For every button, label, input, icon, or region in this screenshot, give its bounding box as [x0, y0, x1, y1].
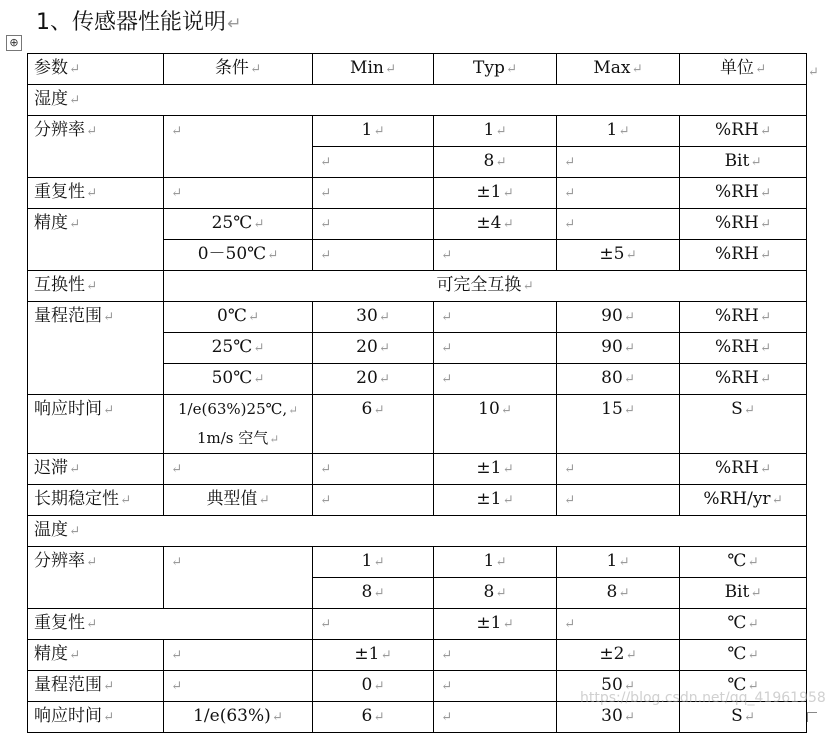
- typ-cell: 10↵: [434, 395, 557, 454]
- unit-cell: %RH↵: [680, 209, 807, 240]
- header-max: Max↵: [557, 54, 680, 85]
- min-cell: 0↵: [313, 671, 434, 702]
- max-cell: ↵: [557, 178, 680, 209]
- header-unit: 单位↵: [680, 54, 807, 85]
- condition-cell: 0－50℃↵: [164, 240, 313, 271]
- max-cell: 80↵: [557, 364, 680, 395]
- typ-cell: ↵: [434, 302, 557, 333]
- table-row: [28, 395, 807, 454]
- unit-cell: ℃↵: [680, 640, 807, 671]
- max-cell: ↵: [557, 485, 680, 516]
- condition-line-1: 1/e(63%)25℃,↵: [178, 400, 298, 418]
- table-row: [28, 302, 807, 333]
- max-cell: 15↵: [557, 395, 680, 454]
- condition-cell: ↵: [164, 116, 313, 178]
- typ-cell: 1↵: [434, 547, 557, 578]
- condition-cell: 25℃↵: [164, 333, 313, 364]
- max-cell: ↵: [557, 609, 680, 640]
- typ-cell: ↵: [434, 240, 557, 271]
- interchangeability-value: 可完全互换↵: [164, 271, 807, 302]
- table-row: [28, 547, 807, 578]
- condition-cell: ↵: [164, 178, 313, 209]
- max-cell[interactable]: 8↵: [557, 578, 680, 609]
- table-row: [28, 609, 807, 640]
- max-cell: ↵: [557, 454, 680, 485]
- unit-cell: ℃↵: [680, 671, 807, 702]
- typ-cell: ±1↵: [434, 454, 557, 485]
- typ-cell: ±1↵: [434, 178, 557, 209]
- table-row: [28, 516, 807, 547]
- typ-cell: 8↵: [434, 578, 557, 609]
- max-cell: ↵: [557, 209, 680, 240]
- section-humidity: 湿度↵: [28, 85, 807, 116]
- condition-cell: 50℃↵: [164, 364, 313, 395]
- unit-cell: %RH↵: [680, 302, 807, 333]
- table-row: [28, 702, 807, 733]
- typ-cell: ±1↵: [434, 485, 557, 516]
- param-cell: 迟滞↵: [28, 454, 164, 485]
- condition-cell: ↵: [164, 640, 313, 671]
- unit-cell: %RH↵: [680, 333, 807, 364]
- param-cell: 互换性↵: [28, 271, 164, 302]
- table-row: [28, 209, 807, 240]
- typ-cell: ±4↵: [434, 209, 557, 240]
- unit-cell: ℃↵: [680, 547, 807, 578]
- typ-cell: ↵: [434, 702, 557, 733]
- table-row: [28, 271, 807, 302]
- min-cell: ↵: [313, 609, 434, 640]
- header-condition: 条件↵: [164, 54, 313, 85]
- table-header-row: [28, 54, 807, 85]
- watermark: https://blog.csdn.net/qq_41961958: [580, 690, 826, 706]
- param-cell: 精度↵: [28, 209, 164, 271]
- page-corner-mark: [807, 712, 817, 722]
- table-row: [28, 454, 807, 485]
- unit-cell: %RH↵: [680, 116, 807, 147]
- document-title: 1、传感器性能说明↵: [36, 10, 242, 35]
- unit-cell: ℃↵: [680, 609, 807, 640]
- header-min: Min↵: [313, 54, 434, 85]
- param-cell: 量程范围↵: [28, 302, 164, 395]
- table-row: [28, 485, 807, 516]
- min-cell: 1↵: [313, 547, 434, 578]
- max-cell: 30↵: [557, 702, 680, 733]
- unit-cell: Bit↵: [680, 578, 807, 609]
- condition-cell: ↵: [164, 671, 313, 702]
- min-cell: 20↵: [313, 364, 434, 395]
- min-cell: 8↵: [313, 578, 434, 609]
- min-cell: 1↵: [313, 116, 434, 147]
- param-cell: 分辨率↵: [28, 547, 164, 609]
- typ-cell: ↵: [434, 364, 557, 395]
- sensor-spec-table: [27, 53, 807, 733]
- max-cell: 90↵: [557, 333, 680, 364]
- min-cell: ↵: [313, 147, 434, 178]
- table-row: [28, 178, 807, 209]
- max-cell: 50↵: [557, 671, 680, 702]
- param-cell: 分辨率↵: [28, 116, 164, 178]
- condition-cell: 1/e(63%)↵: [164, 702, 313, 733]
- min-cell: 30↵: [313, 302, 434, 333]
- param-cell: 长期稳定性↵: [28, 485, 164, 516]
- min-cell: 6↵: [313, 702, 434, 733]
- typ-cell: ±1↵: [434, 609, 557, 640]
- condition-cell: 0℃↵: [164, 302, 313, 333]
- unit-cell: Bit↵: [680, 147, 807, 178]
- min-cell: ↵: [313, 454, 434, 485]
- unit-cell: S↵: [680, 395, 807, 454]
- param-cell: 重复性↵: [28, 609, 313, 640]
- condition-cell: 典型值↵: [164, 485, 313, 516]
- max-cell: ±2↵: [557, 640, 680, 671]
- param-cell: 精度↵: [28, 640, 164, 671]
- param-cell: 响应时间↵: [28, 395, 164, 454]
- param-cell: 量程范围↵: [28, 671, 164, 702]
- min-cell: ↵: [313, 209, 434, 240]
- header-typ: Typ↵: [434, 54, 557, 85]
- typ-cell: 1↵: [434, 116, 557, 147]
- condition-cell: 25℃↵: [164, 209, 313, 240]
- min-cell: ↵: [313, 485, 434, 516]
- condition-cell: [164, 395, 313, 454]
- table-row: [28, 640, 807, 671]
- max-cell: ↵: [557, 147, 680, 178]
- typ-cell: ↵: [434, 671, 557, 702]
- param-cell: 重复性↵: [28, 178, 164, 209]
- unit-cell: %RH↵: [680, 454, 807, 485]
- unit-cell: %RH/yr↵: [680, 485, 807, 516]
- param-cell: 响应时间↵: [28, 702, 164, 733]
- header-param: 参数↵: [28, 54, 164, 85]
- max-cell: 90↵: [557, 302, 680, 333]
- unit-cell: %RH↵: [680, 364, 807, 395]
- table-row: [28, 85, 807, 116]
- min-cell: 20↵: [313, 333, 434, 364]
- unit-cell: %RH↵: [680, 178, 807, 209]
- condition-cell: ↵: [164, 454, 313, 485]
- unit-cell: %RH↵: [680, 240, 807, 271]
- min-cell: ↵: [313, 178, 434, 209]
- typ-cell: ↵: [434, 640, 557, 671]
- table-row: [28, 116, 807, 147]
- max-cell: 1↵: [557, 116, 680, 147]
- section-temperature: 温度↵: [28, 516, 807, 547]
- condition-cell: ↵: [164, 547, 313, 609]
- typ-cell: ↵: [434, 333, 557, 364]
- min-cell: 6↵: [313, 395, 434, 454]
- table-move-handle-icon[interactable]: ⊕: [6, 35, 22, 51]
- max-cell: 1↵: [557, 547, 680, 578]
- condition-line-2: 1m/s 空气↵: [196, 429, 280, 447]
- min-cell: ↵: [313, 240, 434, 271]
- max-cell: ±5↵: [557, 240, 680, 271]
- unit-cell: S↵: [680, 702, 807, 733]
- row-end-mark: ↵: [808, 65, 819, 80]
- typ-cell: 8↵: [434, 147, 557, 178]
- min-cell: ±1↵: [313, 640, 434, 671]
